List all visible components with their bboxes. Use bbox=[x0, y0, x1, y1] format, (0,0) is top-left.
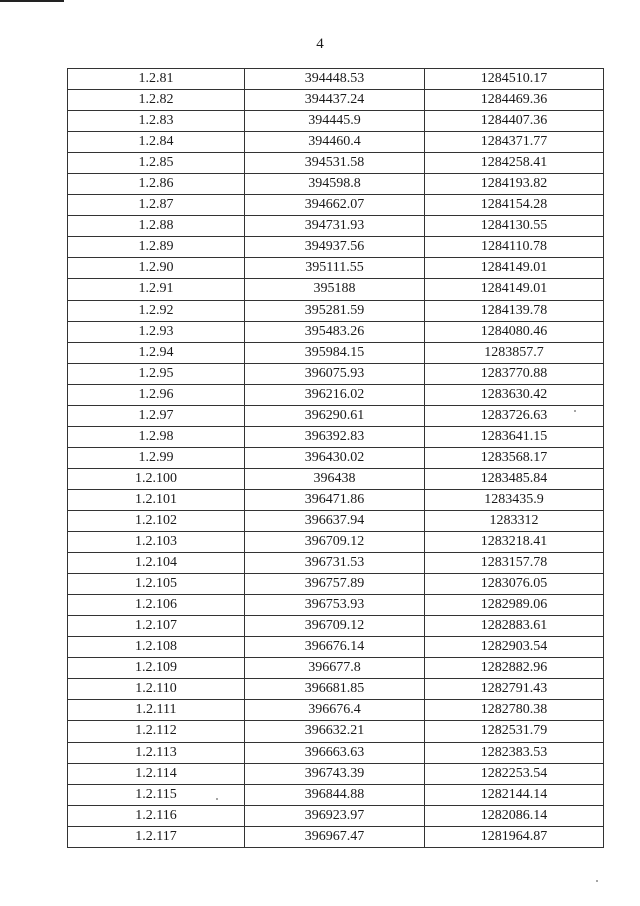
x-coordinate-cell: 396677.8 bbox=[245, 658, 425, 679]
y-coordinate-cell: 1284130.55 bbox=[425, 216, 604, 237]
x-coordinate-cell: 396676.4 bbox=[245, 700, 425, 721]
table-row bbox=[68, 700, 604, 721]
point-id-cell: 1.2.115 bbox=[68, 784, 245, 805]
x-coordinate-cell: 395483.26 bbox=[245, 321, 425, 342]
y-coordinate-cell: 1282903.54 bbox=[425, 637, 604, 658]
x-coordinate-cell: 394460.4 bbox=[245, 132, 425, 153]
scan-speck bbox=[216, 798, 218, 800]
x-coordinate-cell: 394731.93 bbox=[245, 216, 425, 237]
y-coordinate-cell: 1284371.77 bbox=[425, 132, 604, 153]
y-coordinate-cell: 1283312 bbox=[425, 510, 604, 531]
table-row bbox=[68, 111, 604, 132]
point-id-cell: 1.2.102 bbox=[68, 510, 245, 531]
table-row bbox=[68, 510, 604, 531]
point-id-cell: 1.2.101 bbox=[68, 489, 245, 510]
table-row bbox=[68, 616, 604, 637]
table-row bbox=[68, 826, 604, 847]
x-coordinate-cell: 396075.93 bbox=[245, 363, 425, 384]
y-coordinate-cell: 1282144.14 bbox=[425, 784, 604, 805]
point-id-cell: 1.2.114 bbox=[68, 763, 245, 784]
point-id-cell: 1.2.93 bbox=[68, 321, 245, 342]
point-id-cell: 1.2.110 bbox=[68, 679, 245, 700]
table-row bbox=[68, 784, 604, 805]
x-coordinate-cell: 396681.85 bbox=[245, 679, 425, 700]
x-coordinate-cell: 396676.14 bbox=[245, 637, 425, 658]
y-coordinate-cell: 1282253.54 bbox=[425, 763, 604, 784]
point-id-cell: 1.2.96 bbox=[68, 384, 245, 405]
table-row bbox=[68, 468, 604, 489]
y-coordinate-cell: 1282791.43 bbox=[425, 679, 604, 700]
table-row bbox=[68, 532, 604, 553]
y-coordinate-cell: 1283770.88 bbox=[425, 363, 604, 384]
point-id-cell: 1.2.103 bbox=[68, 532, 245, 553]
table-row bbox=[68, 216, 604, 237]
x-coordinate-cell: 395984.15 bbox=[245, 342, 425, 363]
table-row bbox=[68, 742, 604, 763]
table-row bbox=[68, 405, 604, 426]
x-coordinate-cell: 396709.12 bbox=[245, 532, 425, 553]
x-coordinate-cell: 396637.94 bbox=[245, 510, 425, 531]
x-coordinate-cell: 396663.63 bbox=[245, 742, 425, 763]
table-row bbox=[68, 69, 604, 90]
table-row bbox=[68, 321, 604, 342]
y-coordinate-cell: 1284149.01 bbox=[425, 258, 604, 279]
y-coordinate-cell: 1282989.06 bbox=[425, 595, 604, 616]
x-coordinate-cell: 396923.97 bbox=[245, 805, 425, 826]
x-coordinate-cell: 396216.02 bbox=[245, 384, 425, 405]
point-id-cell: 1.2.108 bbox=[68, 637, 245, 658]
y-coordinate-cell: 1283435.9 bbox=[425, 489, 604, 510]
table-row bbox=[68, 426, 604, 447]
table-row bbox=[68, 132, 604, 153]
table-row bbox=[68, 342, 604, 363]
y-coordinate-cell: 1284154.28 bbox=[425, 195, 604, 216]
y-coordinate-cell: 1284080.46 bbox=[425, 321, 604, 342]
table-row bbox=[68, 489, 604, 510]
table-row bbox=[68, 363, 604, 384]
table-row bbox=[68, 595, 604, 616]
x-coordinate-cell: 394937.56 bbox=[245, 237, 425, 258]
x-coordinate-cell: 396731.53 bbox=[245, 553, 425, 574]
y-coordinate-cell: 1283630.42 bbox=[425, 384, 604, 405]
y-coordinate-cell: 1284193.82 bbox=[425, 174, 604, 195]
y-coordinate-cell: 1283857.7 bbox=[425, 342, 604, 363]
x-coordinate-cell: 394448.53 bbox=[245, 69, 425, 90]
x-coordinate-cell: 395281.59 bbox=[245, 300, 425, 321]
x-coordinate-cell: 396632.21 bbox=[245, 721, 425, 742]
point-id-cell: 1.2.104 bbox=[68, 553, 245, 574]
point-id-cell: 1.2.86 bbox=[68, 174, 245, 195]
y-coordinate-cell: 1284149.01 bbox=[425, 279, 604, 300]
point-id-cell: 1.2.113 bbox=[68, 742, 245, 763]
x-coordinate-cell: 396743.39 bbox=[245, 763, 425, 784]
table-row bbox=[68, 258, 604, 279]
point-id-cell: 1.2.100 bbox=[68, 468, 245, 489]
top-scan-rule bbox=[0, 0, 64, 2]
table-row bbox=[68, 679, 604, 700]
y-coordinate-cell: 1282383.53 bbox=[425, 742, 604, 763]
coordinates-table bbox=[67, 68, 604, 848]
point-id-cell: 1.2.106 bbox=[68, 595, 245, 616]
x-coordinate-cell: 396392.83 bbox=[245, 426, 425, 447]
table-row bbox=[68, 637, 604, 658]
scan-speck bbox=[596, 880, 598, 882]
point-id-cell: 1.2.99 bbox=[68, 447, 245, 468]
table-row bbox=[68, 174, 604, 195]
point-id-cell: 1.2.116 bbox=[68, 805, 245, 826]
point-id-cell: 1.2.83 bbox=[68, 111, 245, 132]
y-coordinate-cell: 1281964.87 bbox=[425, 826, 604, 847]
x-coordinate-cell: 395111.55 bbox=[245, 258, 425, 279]
point-id-cell: 1.2.82 bbox=[68, 90, 245, 111]
point-id-cell: 1.2.91 bbox=[68, 279, 245, 300]
table-row bbox=[68, 300, 604, 321]
point-id-cell: 1.2.94 bbox=[68, 342, 245, 363]
x-coordinate-cell: 394531.58 bbox=[245, 153, 425, 174]
point-id-cell: 1.2.107 bbox=[68, 616, 245, 637]
y-coordinate-cell: 1283485.84 bbox=[425, 468, 604, 489]
table-row bbox=[68, 153, 604, 174]
point-id-cell: 1.2.117 bbox=[68, 826, 245, 847]
x-coordinate-cell: 394598.8 bbox=[245, 174, 425, 195]
y-coordinate-cell: 1283568.17 bbox=[425, 447, 604, 468]
x-coordinate-cell: 396757.89 bbox=[245, 574, 425, 595]
point-id-cell: 1.2.88 bbox=[68, 216, 245, 237]
table-row bbox=[68, 90, 604, 111]
point-id-cell: 1.2.81 bbox=[68, 69, 245, 90]
y-coordinate-cell: 1283726.63 bbox=[425, 405, 604, 426]
x-coordinate-cell: 396438 bbox=[245, 468, 425, 489]
point-id-cell: 1.2.98 bbox=[68, 426, 245, 447]
x-coordinate-cell: 394437.24 bbox=[245, 90, 425, 111]
point-id-cell: 1.2.95 bbox=[68, 363, 245, 384]
point-id-cell: 1.2.112 bbox=[68, 721, 245, 742]
coordinates-table-body bbox=[68, 69, 604, 848]
table-row bbox=[68, 553, 604, 574]
x-coordinate-cell: 396471.86 bbox=[245, 489, 425, 510]
table-row bbox=[68, 447, 604, 468]
point-id-cell: 1.2.89 bbox=[68, 237, 245, 258]
point-id-cell: 1.2.92 bbox=[68, 300, 245, 321]
x-coordinate-cell: 396430.02 bbox=[245, 447, 425, 468]
x-coordinate-cell: 396290.61 bbox=[245, 405, 425, 426]
y-coordinate-cell: 1282883.61 bbox=[425, 616, 604, 637]
point-id-cell: 1.2.85 bbox=[68, 153, 245, 174]
y-coordinate-cell: 1283641.15 bbox=[425, 426, 604, 447]
y-coordinate-cell: 1282780.38 bbox=[425, 700, 604, 721]
x-coordinate-cell: 396967.47 bbox=[245, 826, 425, 847]
table-row bbox=[68, 721, 604, 742]
y-coordinate-cell: 1284139.78 bbox=[425, 300, 604, 321]
table-row bbox=[68, 658, 604, 679]
x-coordinate-cell: 394662.07 bbox=[245, 195, 425, 216]
point-id-cell: 1.2.111 bbox=[68, 700, 245, 721]
y-coordinate-cell: 1284110.78 bbox=[425, 237, 604, 258]
table-row bbox=[68, 763, 604, 784]
point-id-cell: 1.2.84 bbox=[68, 132, 245, 153]
page-number: 4 bbox=[316, 36, 324, 52]
table-row bbox=[68, 279, 604, 300]
x-coordinate-cell: 396709.12 bbox=[245, 616, 425, 637]
point-id-cell: 1.2.90 bbox=[68, 258, 245, 279]
y-coordinate-cell: 1282086.14 bbox=[425, 805, 604, 826]
point-id-cell: 1.2.97 bbox=[68, 405, 245, 426]
point-id-cell: 1.2.105 bbox=[68, 574, 245, 595]
y-coordinate-cell: 1283157.78 bbox=[425, 553, 604, 574]
y-coordinate-cell: 1284407.36 bbox=[425, 111, 604, 132]
y-coordinate-cell: 1283218.41 bbox=[425, 532, 604, 553]
y-coordinate-cell: 1284510.17 bbox=[425, 69, 604, 90]
y-coordinate-cell: 1282882.96 bbox=[425, 658, 604, 679]
scan-speck bbox=[574, 410, 576, 412]
table-row bbox=[68, 195, 604, 216]
table-row bbox=[68, 384, 604, 405]
x-coordinate-cell: 396753.93 bbox=[245, 595, 425, 616]
y-coordinate-cell: 1284258.41 bbox=[425, 153, 604, 174]
point-id-cell: 1.2.87 bbox=[68, 195, 245, 216]
x-coordinate-cell: 394445.9 bbox=[245, 111, 425, 132]
x-coordinate-cell: 395188 bbox=[245, 279, 425, 300]
table-row bbox=[68, 574, 604, 595]
y-coordinate-cell: 1283076.05 bbox=[425, 574, 604, 595]
point-id-cell: 1.2.109 bbox=[68, 658, 245, 679]
y-coordinate-cell: 1284469.36 bbox=[425, 90, 604, 111]
table-row bbox=[68, 237, 604, 258]
y-coordinate-cell: 1282531.79 bbox=[425, 721, 604, 742]
table-row bbox=[68, 805, 604, 826]
x-coordinate-cell: 396844.88 bbox=[245, 784, 425, 805]
